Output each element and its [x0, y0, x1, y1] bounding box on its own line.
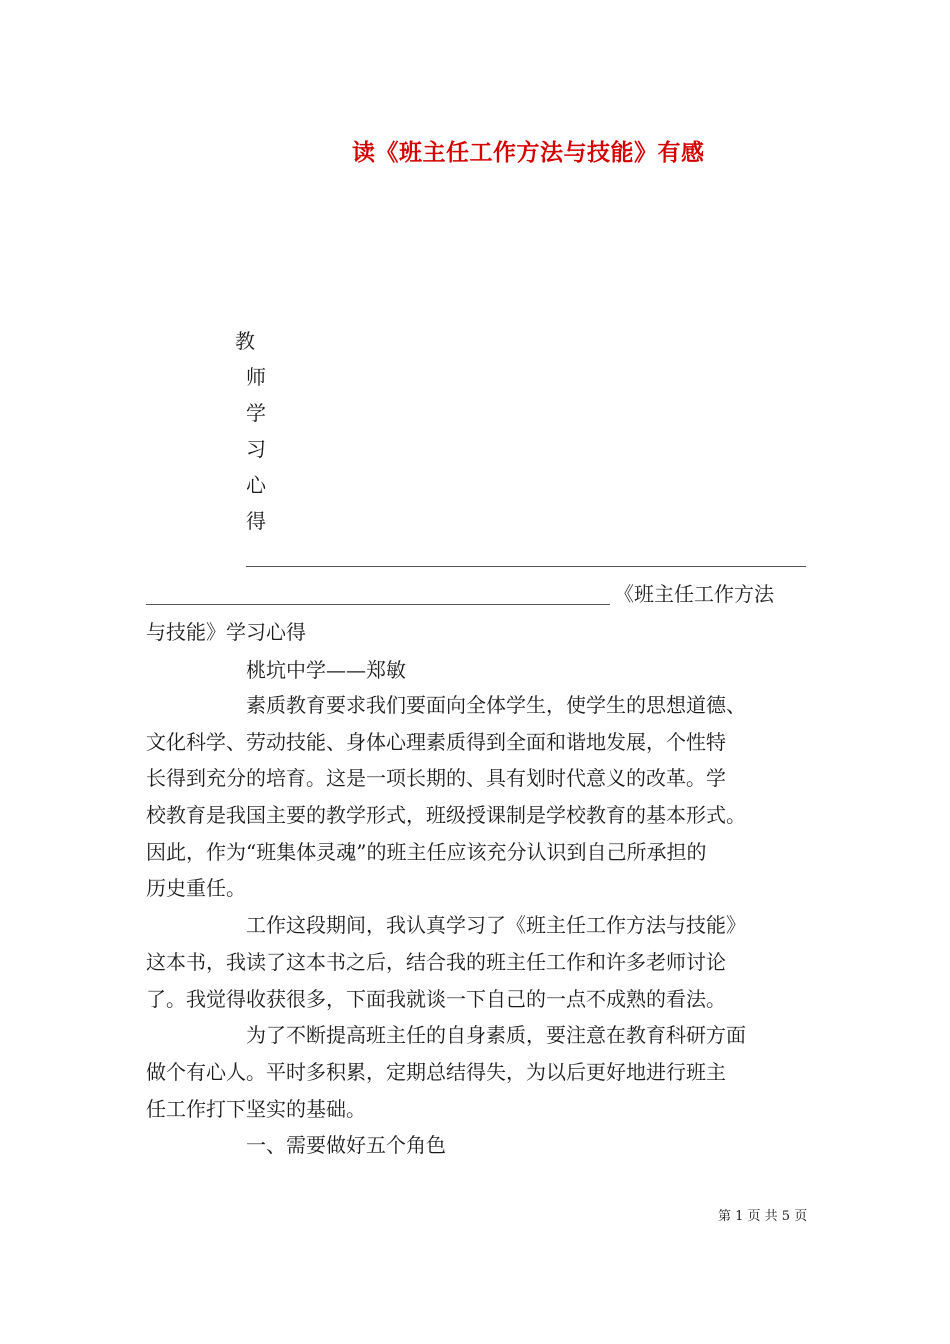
paragraph-line: 为了不断提高班主任的自身素质，要注意在教育科研方面 [246, 1023, 746, 1047]
paragraph-line: 校教育是我国主要的教学形式，班级授课制是学校教育的基本形式。 [146, 803, 746, 827]
paragraph-line: 因此，作为“班集体灵魂”的班主任应该充分认识到自己所承担的 [146, 840, 707, 864]
author-line: 桃坑中学——郑敏 [246, 658, 406, 682]
underline-rule [246, 566, 806, 567]
subtitle-line: 与技能》学习心得 [146, 620, 306, 644]
subtitle-line: 《班主任工作方法 [614, 582, 774, 606]
vertical-label-char: 师 [246, 365, 266, 389]
page-footer: 第 1 页 共 5 页 [718, 1209, 808, 1224]
document-title: 读《班主任工作方法与技能》有感 [352, 139, 705, 166]
vertical-label-char: 学 [246, 401, 266, 425]
paragraph-line: 这本书，我读了这本书之后，结合我的班主任工作和许多老师讨论 [146, 950, 726, 974]
vertical-label-char: 教 [235, 329, 255, 353]
paragraph-line: 做个有心人。平时多积累，定期总结得失，为以后更好地进行班主 [146, 1060, 726, 1084]
underline-rule [146, 604, 610, 605]
paragraph-line: 了。我觉得收获很多，下面我就谈一下自己的一点不成熟的看法。 [146, 987, 726, 1011]
paragraph-line: 工作这段期间，我认真学习了《班主任工作方法与技能》 [246, 913, 746, 937]
paragraph-line: 素质教育要求我们要面向全体学生，使学生的思想道德、 [246, 693, 746, 717]
vertical-label-char: 习 [246, 437, 266, 461]
section-heading: 一、需要做好五个角色 [246, 1133, 446, 1157]
paragraph-line: 任工作打下坚实的基础。 [146, 1097, 366, 1121]
paragraph-line: 长得到充分的培育。这是一项长期的、具有划时代意义的改革。学 [146, 766, 726, 790]
paragraph-line: 历史重任。 [146, 876, 246, 900]
vertical-label-char: 心 [246, 473, 266, 497]
paragraph-line: 文化科学、劳动技能、身体心理素质得到全面和谐地发展，个性特 [146, 730, 726, 754]
vertical-label-char: 得 [246, 509, 266, 533]
